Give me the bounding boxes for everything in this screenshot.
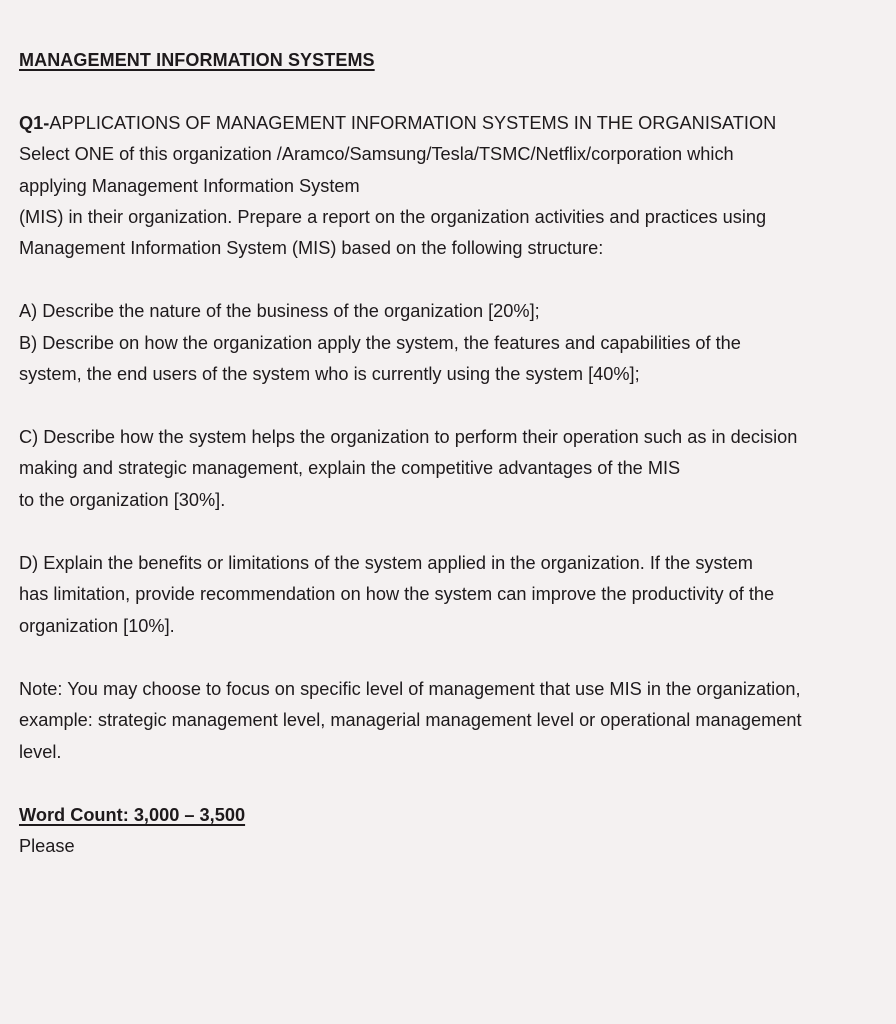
word-count: Word Count: 3,000 – 3,500 [19, 805, 246, 825]
part-d-line: organization [10%]. [19, 616, 175, 636]
part-b-line: system, the end users of the system who is currently using the system [40%]; [19, 364, 640, 384]
part-a-line: A) Describe the nature of the business of the organization [20%]; [19, 301, 540, 321]
note-line: example: strategic management level, managerial management level or operational management [19, 710, 802, 730]
part-d-line: D) Explain the benefits or limitations of the system applied in the organization. If the system [19, 553, 753, 573]
part-c-line: making and strategic management, explain the competitive advantages of the MIS [19, 458, 681, 478]
document-title: MANAGEMENT INFORMATION SYSTEMS [19, 50, 375, 70]
intro-line: applying Management Information System [19, 176, 360, 196]
question-heading-text: APPLICATIONS OF MANAGEMENT INFORMATION SYSTEMS IN THE ORGANISATION [49, 113, 777, 133]
question-heading [19, 108, 776, 139]
part-c-line: C) Describe how the system helps the organization to perform their operation such as in decision [19, 427, 798, 447]
note-line: Note: You may choose to focus on specific level of management that use MIS in the organization, [19, 679, 801, 699]
intro-line: (MIS) in their organization. Prepare a report on the organization activities and practices using [19, 207, 767, 227]
intro-line: Select ONE of this organization /Aramco/Samsung/Tesla/TSMC/Netflix/corporation which [19, 144, 734, 164]
question-number: Q1- [19, 113, 50, 133]
note-line: level. [19, 742, 62, 762]
part-b-line: B) Describe on how the organization apply the system, the features and capabilities of the [19, 333, 741, 353]
part-d-line: has limitation, provide recommendation on how the system can improve the productivity of the [19, 584, 775, 604]
intro-line: Management Information System (MIS) based on the following structure: [19, 238, 604, 258]
part-c-line: to the organization [30%]. [19, 490, 226, 510]
closing-text: Please [19, 836, 75, 856]
